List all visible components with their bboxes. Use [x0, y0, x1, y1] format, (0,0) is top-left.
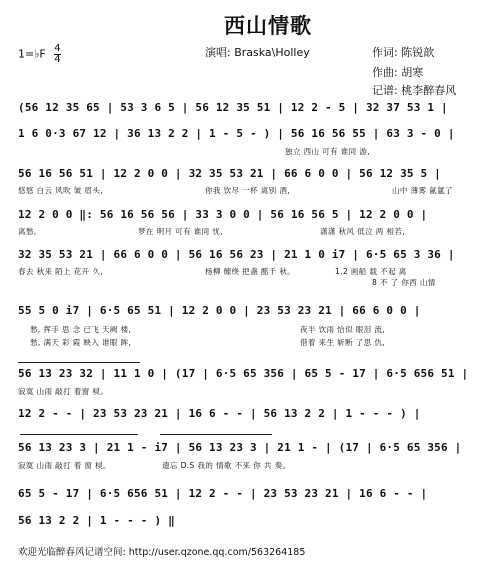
lyric-text: 山中 薄雾 氤氲了: [392, 186, 453, 195]
lyric-text: 借着 来生 斩断 了思 仇,: [300, 338, 386, 347]
lyric-text: 8 不 了 你西 山情: [372, 278, 436, 287]
melody-line: 65 5 - 17 | 6·5 656 51 | 12 2 - - | 23 53 23 21 | 16 6 - - |: [18, 487, 428, 500]
time-signature: [54, 44, 60, 65]
lyric-text: 愁, 挥手 思 念 已飞 天阙 楼,: [30, 325, 132, 334]
transcriber-credit: 记谱: 桃李醉春风: [372, 84, 457, 97]
lyric-text: 杨柳 缠绕 把盏 酩千 秋。: [205, 267, 296, 276]
lyric-text: 梦在 明月 可有 谁同 忧,: [138, 227, 224, 236]
lyric-text: 愁, 满天 彩 霞 映入 谁眼 眸,: [30, 338, 132, 347]
ending-bracket-line: [160, 434, 272, 435]
melody-line: 12 2 0 0 ‖: 56 16 56 56 | 33 3 0 0 | 56 16 56 5 | 12 2 0 0 |: [18, 208, 428, 221]
melody-line: 56 13 2 2 | 1 - - - ) ‖: [18, 514, 175, 527]
melody-line: 56 16 56 51 | 12 2 0 0 | 32 35 53 21 | 66 6 0 0 | 56 12 35 5 |: [18, 167, 441, 180]
melody-line: 56 13 23 32 | 11 1 0 | (17 | 6·5 65 356 | 65 5 - 17 | 6·5 656 51 |: [18, 367, 469, 380]
time-bottom: 4: [54, 54, 61, 65]
ending-bracket-line: [18, 362, 140, 363]
lyric-text: 潇潇 秋风 低泣 两 相若,: [320, 227, 406, 236]
footer-link: 欢迎光临醉春风记谱空间: http://user.qzone.qq.com/563264185: [18, 547, 306, 558]
composer-credit: 作曲: 胡寒: [372, 66, 424, 79]
lyric-text: 遗忘 D.S 我的 情歌 不来 你 共 奏。: [162, 461, 291, 470]
melody-line: 55 5 0 i7 | 6·5 65 51 | 12 2 0 0 | 23 53 23 21 | 66 6 0 0 |: [18, 304, 421, 317]
lyric-text: 悠悠 白云 风吹 皱 眉头,: [18, 186, 104, 195]
lyric-text: 独立 西山 可有 谁同 游,: [285, 147, 371, 156]
ending-bracket-line: [20, 434, 138, 435]
lyric-text: 离愁。: [18, 227, 42, 236]
lyric-text: 寂寞 山雨 敲打 着窗 棂。: [18, 387, 109, 396]
lyric-text: 你我 饮尽 一杯 离别 酒,: [205, 186, 291, 195]
melody-line: 1 6 0·3 67 12 | 36 13 2 2 | 1 - 5 - ) | 56 16 56 55 | 63 3 - 0 |: [18, 127, 455, 140]
lyricist-credit: 作词: 陈锐歆: [372, 46, 435, 59]
melody-line: 32 35 53 21 | 66 6 0 0 | 56 16 56 23 | 21 1 0 i7 | 6·5 65 3 36 |: [18, 248, 455, 261]
lyric-text: 夜半 饮雨 恰似 眼泪 流,: [300, 325, 386, 334]
key-signature: [18, 44, 61, 65]
key-label: 1=♭F: [18, 47, 46, 61]
lyric-text: 1.2 画船 载 不起 离: [335, 267, 407, 276]
song-title: 西山情歌: [224, 13, 312, 38]
time-top: 4: [54, 43, 61, 54]
lyric-text: 春去 秋来 陌上 花开 久,: [18, 267, 104, 276]
melody-line: 56 13 23 3 | 21 1 - i7 | 56 13 23 3 | 21 1 - | (17 | 6·5 65 356 |: [18, 441, 462, 454]
melody-line: (56 12 35 65 | 53 3 6 5 | 56 12 35 51 | 12 2 - 5 | 32 37 53 1 |: [18, 101, 448, 114]
lyric-text: 寂寞 山雨 敲打 着 窗 棂。: [18, 461, 111, 470]
melody-line: 12 2 - - | 23 53 23 21 | 16 6 - - | 56 13 2 2 | 1 - - - ) |: [18, 407, 421, 420]
singer-credit: 演唱: Braska\Holley: [205, 46, 310, 59]
